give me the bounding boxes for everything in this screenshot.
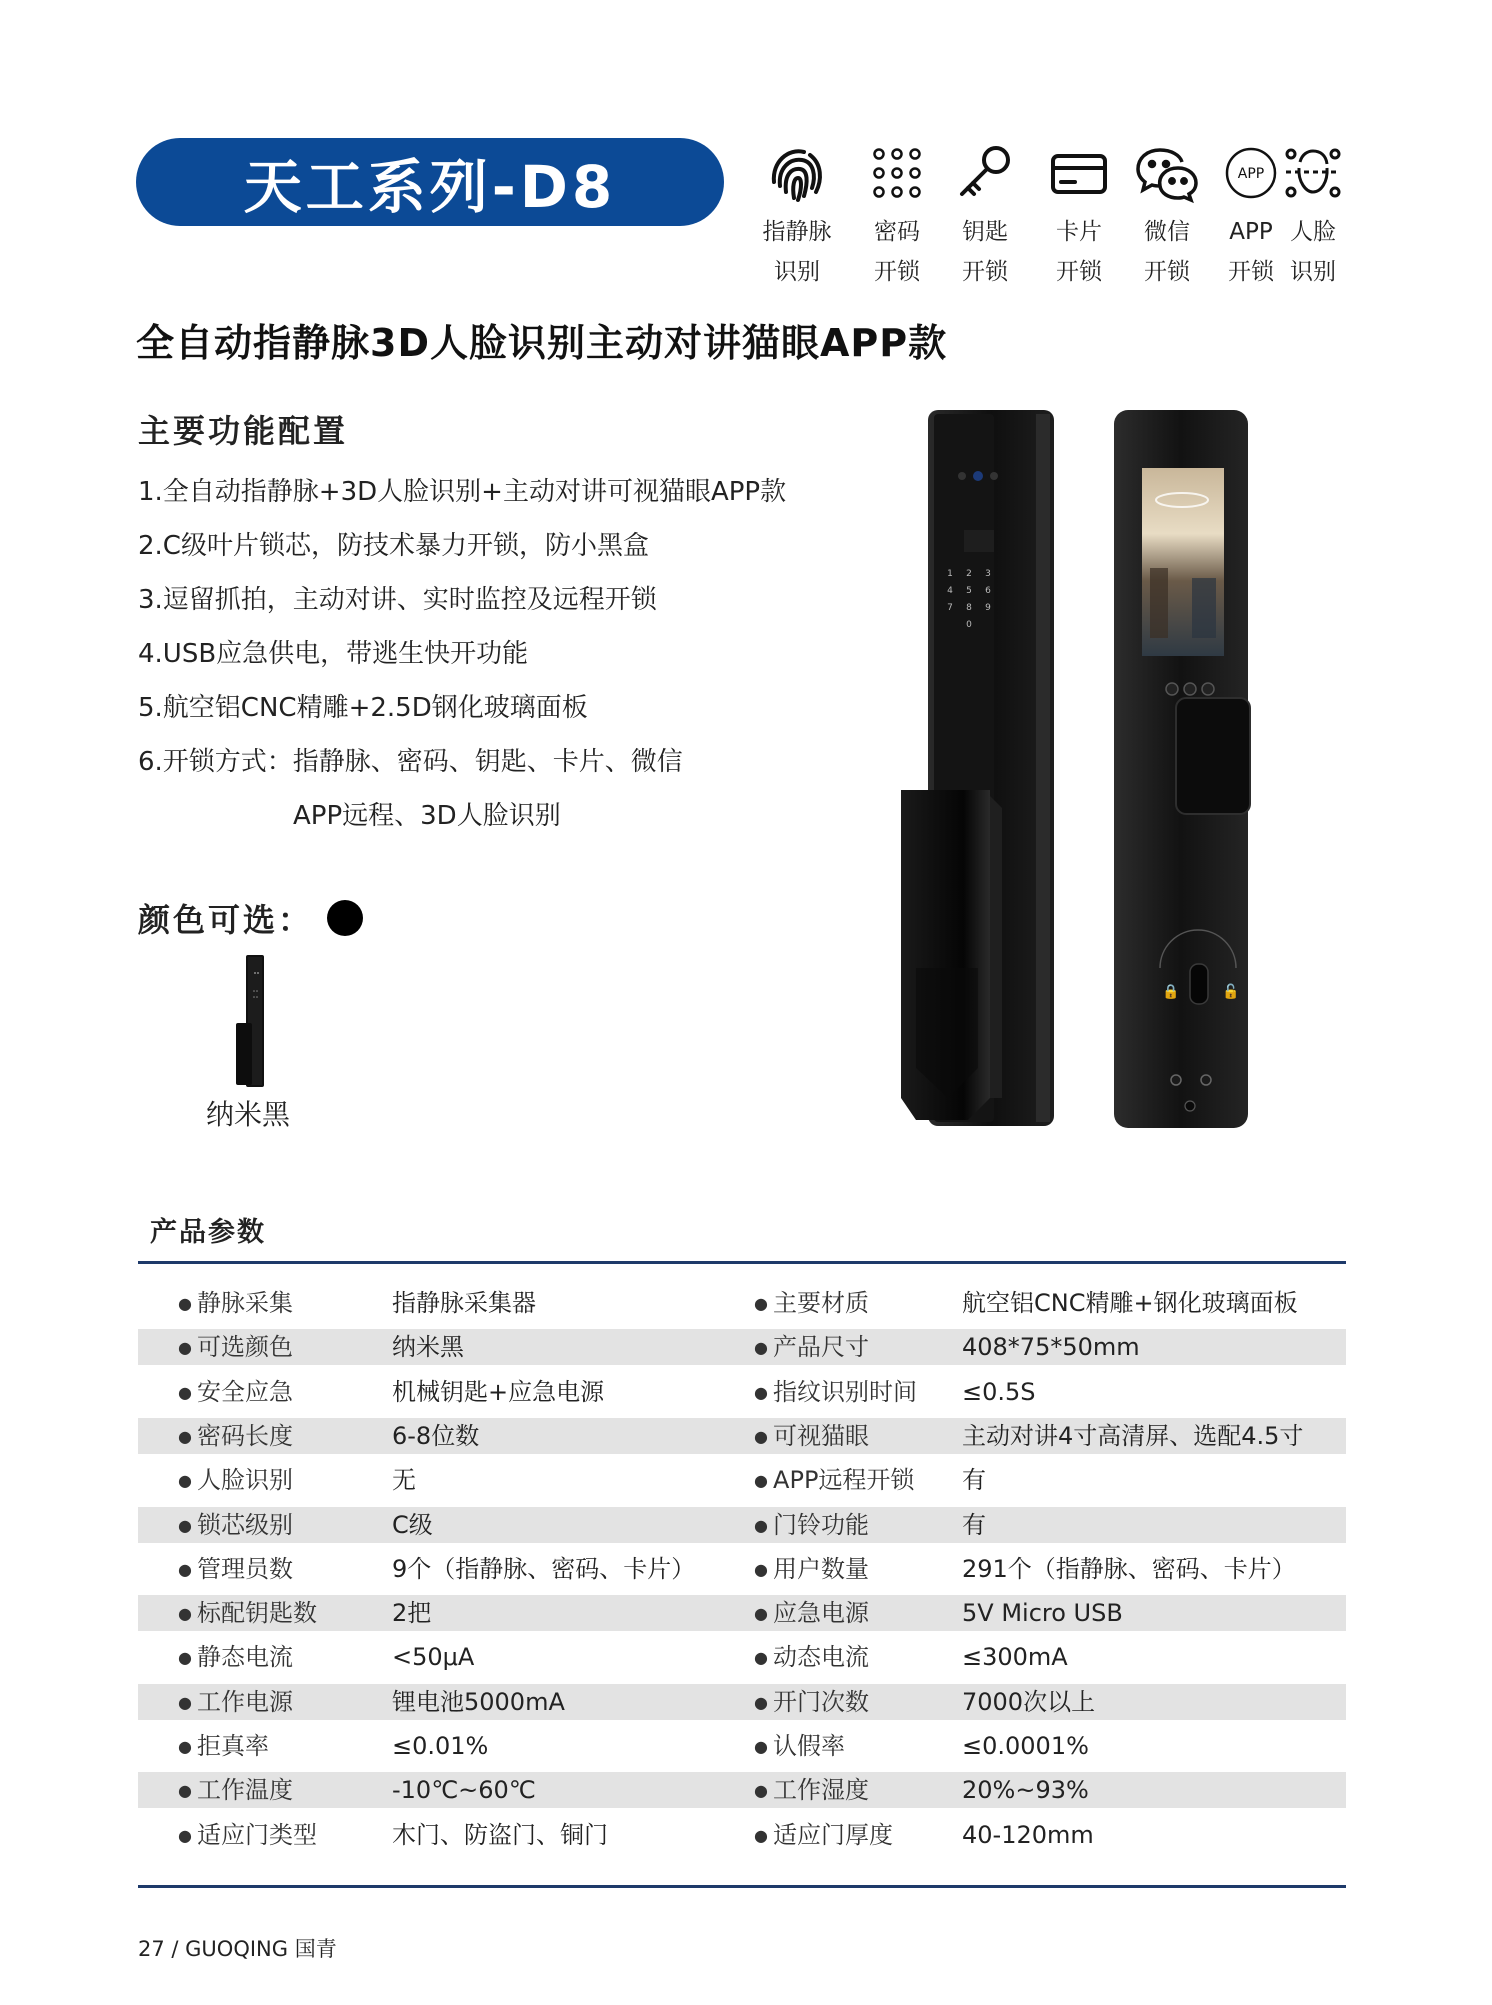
param-value: 2把 xyxy=(392,1599,432,1627)
table-row xyxy=(138,1374,1346,1410)
param-label: ● 工作湿度 xyxy=(754,1776,870,1804)
param-label-text: 工作湿度 xyxy=(773,1776,870,1804)
card-icon xyxy=(1048,142,1110,204)
param-label: ● 可视猫眼 xyxy=(754,1422,870,1450)
product-params-heading: 产品参数 xyxy=(150,1217,266,1248)
param-value: 主动对讲4寸高清屏、选配4.5寸 xyxy=(962,1422,1304,1450)
param-label: ● 认假率 xyxy=(754,1732,846,1760)
feature-item: 1.全自动指静脉+3D人脸识别+主动对讲可视猫眼APP款 xyxy=(138,477,787,507)
lock-back-view xyxy=(1110,408,1254,1132)
param-label-text: 密码长度 xyxy=(197,1422,294,1450)
page-footer: 27 / GUOQING 国青 xyxy=(138,1937,337,1961)
param-label: ● 工作电源 xyxy=(178,1688,294,1716)
param-label: ● 拒真率 xyxy=(178,1732,270,1760)
feature-item: 6.开锁方式：指静脉、密码、钥匙、卡片、微信 xyxy=(138,747,683,777)
unlock-method-password xyxy=(852,142,942,292)
param-label-text: 拒真率 xyxy=(197,1732,270,1760)
param-value: 40-120mm xyxy=(962,1821,1094,1849)
unlock-label-line1: 密码 xyxy=(874,219,920,245)
param-value: 有 xyxy=(962,1511,986,1539)
wechat-icon xyxy=(1134,142,1200,204)
table-row xyxy=(138,1551,1346,1587)
unlock-method-key xyxy=(940,142,1030,292)
screen-button[interactable] xyxy=(1166,683,1178,695)
param-value: C级 xyxy=(392,1511,433,1539)
unlock-label-line1: 卡片 xyxy=(1056,219,1102,245)
param-label-text: 产品尺寸 xyxy=(773,1333,870,1361)
param-label: ● 门铃功能 xyxy=(754,1511,870,1539)
param-value: <50μA xyxy=(392,1643,475,1671)
unlock-method-fingerprint xyxy=(752,142,842,292)
keypad-digit[interactable]: 8 xyxy=(966,603,972,613)
color-swatch-black[interactable] xyxy=(327,900,363,936)
feature-item-continued: APP远程、3D人脸识别 xyxy=(293,801,561,831)
key-icon xyxy=(954,142,1016,204)
param-value: -10℃~60℃ xyxy=(392,1776,536,1804)
param-label: ● 静脉采集 xyxy=(178,1289,294,1317)
keypad-digit[interactable]: 0 xyxy=(966,620,972,630)
feature-item: 5.航空铝CNC精雕+2.5D钢化玻璃面板 xyxy=(138,693,588,723)
table-row xyxy=(138,1462,1346,1498)
unlock-label-line2: 识别 xyxy=(1290,259,1336,285)
param-value: 408*75*50mm xyxy=(962,1333,1140,1361)
param-value: 7000次以上 xyxy=(962,1688,1096,1716)
keypad-digit[interactable]: 4 xyxy=(947,586,953,596)
param-label: ● 开门次数 xyxy=(754,1688,870,1716)
table-row xyxy=(138,1817,1346,1853)
param-label: ● 静态电流 xyxy=(178,1643,294,1671)
unlock-label-line2: 开锁 xyxy=(1056,259,1102,285)
table-row xyxy=(138,1507,1346,1543)
series-title-badge xyxy=(136,138,724,226)
param-value: 航空铝CNC精雕+钢化玻璃面板 xyxy=(962,1289,1298,1317)
param-label-text: 认假率 xyxy=(773,1732,846,1760)
unlock-label-line1: 钥匙 xyxy=(962,219,1008,245)
table-bottom-rule xyxy=(138,1885,1346,1888)
param-label-text: APP远程开锁 xyxy=(773,1466,915,1494)
param-label: ● 动态电流 xyxy=(754,1643,870,1671)
unlock-method-wechat xyxy=(1122,142,1212,292)
param-label: ● 安全应急 xyxy=(178,1378,294,1406)
camera-lens xyxy=(973,471,983,481)
param-label: ● 人脸识别 xyxy=(178,1466,294,1494)
unlock-label-line2: 开锁 xyxy=(1144,259,1190,285)
param-label-text: 静脉采集 xyxy=(197,1289,294,1317)
keypad-digit[interactable]: 5 xyxy=(966,586,972,596)
keypad-digit[interactable]: 1 xyxy=(947,569,953,579)
table-row xyxy=(138,1684,1346,1720)
inner-handle[interactable] xyxy=(1176,698,1250,814)
unlock-method-face xyxy=(1268,142,1358,292)
param-value: 木门、防盗门、铜门 xyxy=(392,1821,608,1849)
param-value: ≤0.5S xyxy=(962,1378,1036,1406)
unlock-icon: 🔓 xyxy=(1222,984,1240,1000)
lock-icon: 🔒 xyxy=(1162,984,1180,1000)
param-label: ● 锁芯级别 xyxy=(178,1511,294,1539)
param-label: ● 工作温度 xyxy=(178,1776,294,1804)
table-row xyxy=(138,1639,1346,1675)
param-label-text: 管理员数 xyxy=(197,1555,294,1583)
param-value: 机械钥匙+应急电源 xyxy=(392,1378,605,1406)
camera-lens xyxy=(990,472,998,480)
thumb-turn-knob[interactable] xyxy=(1190,964,1208,1004)
keypad-digit[interactable]: 2 xyxy=(966,569,972,579)
unlock-label-line2: 开锁 xyxy=(962,259,1008,285)
param-label-text: 安全应急 xyxy=(197,1378,294,1406)
param-label: ● 适应门厚度 xyxy=(754,1821,894,1849)
param-label-text: 静态电流 xyxy=(197,1643,294,1671)
param-label-text: 锁芯级别 xyxy=(197,1511,294,1539)
param-label: ● 产品尺寸 xyxy=(754,1333,870,1361)
param-label: ● 可选颜色 xyxy=(178,1333,294,1361)
param-value: 9个（指静脉、密码、卡片） xyxy=(392,1555,696,1583)
product-subtitle: 全自动指静脉3D人脸识别主动对讲猫眼APP款 xyxy=(136,321,948,365)
table-row xyxy=(138,1595,1346,1631)
unlock-label-line2: 开锁 xyxy=(1228,259,1274,285)
screen-button[interactable] xyxy=(1202,683,1214,695)
usb-port xyxy=(1185,1101,1195,1111)
param-label-text: 动态电流 xyxy=(773,1643,870,1671)
lock-thumbnail xyxy=(232,953,272,1089)
table-row xyxy=(138,1418,1346,1454)
camera-lens xyxy=(958,472,966,480)
feature-item: 2.C级叶片锁芯，防技术暴力开锁，防小黑盒 xyxy=(138,531,649,561)
param-value: 6-8位数 xyxy=(392,1422,480,1450)
unlock-method-card xyxy=(1034,142,1124,292)
param-value: 指静脉采集器 xyxy=(392,1289,536,1317)
table-row xyxy=(138,1728,1346,1764)
param-label-text: 开门次数 xyxy=(773,1688,870,1716)
rear-button[interactable] xyxy=(1171,1075,1181,1085)
lock-front-view xyxy=(898,408,1058,1130)
param-label-text: 指纹识别时间 xyxy=(773,1378,918,1406)
app-icon-text: APP xyxy=(1237,166,1265,182)
param-value: ≤0.0001% xyxy=(962,1732,1089,1760)
param-label: ● 适应门类型 xyxy=(178,1821,318,1849)
table-top-rule xyxy=(138,1261,1346,1264)
param-label-text: 人脸识别 xyxy=(197,1466,294,1494)
param-value: 291个（指静脉、密码、卡片） xyxy=(962,1555,1296,1583)
param-label-text: 适应门厚度 xyxy=(773,1821,894,1849)
param-label-text: 主要材质 xyxy=(773,1289,870,1317)
keypad-icon xyxy=(866,142,928,204)
param-label-text: 可视猫眼 xyxy=(773,1422,870,1450)
param-label: ● 管理员数 xyxy=(178,1555,294,1583)
param-label-text: 可选颜色 xyxy=(197,1333,294,1361)
param-label: ● 用户数量 xyxy=(754,1555,870,1583)
param-label: ● 标配钥匙数 xyxy=(178,1599,318,1627)
series-title: 天工系列-D8 xyxy=(243,153,617,221)
feature-item: 4.USB应急供电，带逃生快开功能 xyxy=(138,639,529,669)
unlock-label-line2: 识别 xyxy=(774,259,820,285)
param-value: 纳米黑 xyxy=(392,1333,464,1361)
color-options-heading: 颜色可选： xyxy=(138,901,314,939)
param-label: ● APP远程开锁 xyxy=(754,1466,915,1494)
param-value: 锂电池5000mA xyxy=(392,1688,565,1716)
param-value: ≤300mA xyxy=(962,1643,1068,1671)
keypad-digit[interactable]: 6 xyxy=(985,586,991,596)
param-value: 有 xyxy=(962,1466,986,1494)
unlock-label-line2: 开锁 xyxy=(874,259,920,285)
param-value: 5V Micro USB xyxy=(962,1599,1123,1627)
unlock-label-line1: APP xyxy=(1229,219,1273,245)
unlock-label-line1: 指静脉 xyxy=(762,219,832,245)
param-label-text: 标配钥匙数 xyxy=(197,1599,318,1627)
face-icon xyxy=(1282,142,1344,204)
unlock-label-line1: 人脸 xyxy=(1290,219,1336,245)
rear-button[interactable] xyxy=(1201,1075,1211,1085)
param-label: ● 应急电源 xyxy=(754,1599,870,1627)
feature-item: 3.逗留抓拍，主动对讲、实时监控及远程开锁 xyxy=(138,585,657,615)
table-row xyxy=(138,1772,1346,1808)
param-value: 无 xyxy=(392,1466,416,1494)
param-label: ● 指纹识别时间 xyxy=(754,1378,918,1406)
param-label: ● 主要材质 xyxy=(754,1289,870,1317)
param-label-text: 工作电源 xyxy=(197,1688,294,1716)
param-value: 20%~93% xyxy=(962,1776,1089,1804)
table-row xyxy=(138,1329,1346,1365)
screen-button[interactable] xyxy=(1184,683,1196,695)
param-label-text: 适应门类型 xyxy=(197,1821,318,1849)
keypad-digit[interactable]: 9 xyxy=(985,603,991,613)
color-option-label: 纳米黑 xyxy=(206,1098,291,1131)
param-label-text: 用户数量 xyxy=(773,1555,870,1583)
fingerprint-icon xyxy=(766,142,828,204)
param-label-text: 应急电源 xyxy=(773,1599,870,1627)
param-label-text: 工作温度 xyxy=(197,1776,294,1804)
keypad-digit[interactable]: 3 xyxy=(985,569,991,579)
main-features-heading: 主要功能配置 xyxy=(138,412,349,450)
unlock-label-line1: 微信 xyxy=(1144,219,1190,245)
keypad-digit[interactable]: 7 xyxy=(947,603,953,613)
param-label: ● 密码长度 xyxy=(178,1422,294,1450)
table-row xyxy=(138,1285,1346,1321)
param-value: ≤0.01% xyxy=(392,1732,489,1760)
sensor-window xyxy=(964,530,994,552)
param-label-text: 门铃功能 xyxy=(773,1511,870,1539)
